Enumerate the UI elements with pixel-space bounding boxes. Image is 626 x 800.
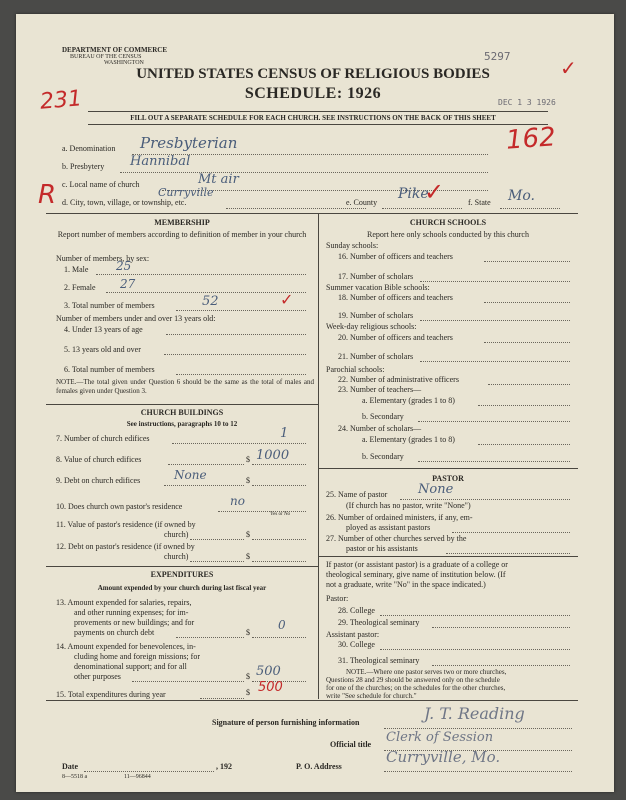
q10-owns-residence-value: no bbox=[230, 494, 245, 508]
presbytery-label: b. Presbytery bbox=[62, 162, 105, 171]
local-name-label: c. Local name of church bbox=[62, 180, 140, 189]
red-check-county: ✓ bbox=[424, 178, 445, 206]
q1-male-label: 1. Male bbox=[64, 265, 89, 274]
graduate-instruction-3: not a graduate, write "No" in the space indicated.) bbox=[326, 580, 486, 589]
q12-dollar-sign: $ bbox=[246, 552, 250, 561]
q4-under-13-label: 4. Under 13 years of age bbox=[64, 325, 143, 334]
q14-line-1: 14. Amount expended for benevolences, in- bbox=[56, 642, 196, 651]
date-label: Date bbox=[62, 762, 78, 771]
parochial-schools-label: Parochial schools: bbox=[326, 365, 385, 374]
buildings-subheading: See instructions, paragraphs 10 to 12 bbox=[126, 420, 238, 428]
expenditures-heading: EXPENDITURES bbox=[150, 570, 214, 579]
red-number-right: 162 bbox=[505, 122, 557, 156]
q23b-label: b. Secondary bbox=[362, 412, 404, 421]
pastor-note-1: NOTE.—Where one pastor serves two or more churches, bbox=[346, 668, 507, 676]
city-town-value: Curryville bbox=[158, 186, 214, 199]
q21-label: 21. Number of scholars bbox=[338, 352, 414, 361]
q31-seminary-label: 31. Theological seminary bbox=[338, 656, 420, 665]
graduate-instruction-1: If pastor (or assistant pastor) is a graduate of a college or bbox=[326, 560, 508, 569]
red-letter-r: R bbox=[38, 180, 57, 210]
q23-label: 23. Number of teachers— bbox=[338, 385, 422, 394]
q29-seminary-label: 29. Theological seminary bbox=[338, 618, 420, 627]
q15-total-value: 500 bbox=[258, 680, 283, 695]
q7-edifices-label: 7. Number of church edifices bbox=[56, 434, 150, 443]
members-by-sex-label: Number of members, by sex: bbox=[56, 254, 150, 263]
q8-value-amount: 1000 bbox=[256, 448, 290, 463]
q14-dollar-sign: $ bbox=[246, 672, 250, 681]
q30-college-label: 30. College bbox=[338, 640, 375, 649]
q18-label: 18. Number of officers and teachers bbox=[338, 293, 453, 302]
q19-label: 19. Number of scholars bbox=[338, 311, 414, 320]
q28-college-label: 28. College bbox=[338, 606, 375, 615]
schools-intro: Report here only schools conducted by this church bbox=[367, 230, 529, 239]
q25-pastor-name-label: 25. Name of pastor bbox=[326, 490, 388, 499]
q2-female-label: 2. Female bbox=[64, 283, 96, 292]
pastor-subheading: Pastor: bbox=[326, 594, 349, 603]
sunday-schools-label: Sunday schools: bbox=[326, 241, 379, 250]
q13-line-4: payments on church debt bbox=[74, 628, 155, 637]
q10-owns-residence-label: 10. Does church own pastor's residence bbox=[56, 502, 183, 511]
membership-note: NOTE.—The total given under Question 6 should be the same as the total of males and females given under Question 3. bbox=[56, 378, 314, 395]
vacation-schools-label: Summer vacation Bible schools: bbox=[326, 283, 430, 292]
city-label: WASHINGTON bbox=[104, 60, 144, 66]
q25-note: (If church has no pastor, write "None") bbox=[346, 501, 471, 510]
local-name-value: Mt air bbox=[198, 172, 239, 187]
q12-residence-debt-label: 12. Debt on pastor's residence (if owned by bbox=[56, 542, 195, 551]
q3-total-label: 3. Total number of members bbox=[64, 301, 155, 310]
presbytery-value: Hannibal bbox=[130, 154, 191, 169]
instruction-banner: FILL OUT A SEPARATE SCHEDULE FOR EACH CHURCH. SEE INSTRUCTIONS ON THE BACK OF THIS SHEET bbox=[130, 114, 496, 122]
q16-label: 16. Number of officers and teachers bbox=[338, 252, 453, 261]
q15-total-label: 15. Total expenditures during year bbox=[56, 690, 166, 699]
q11-dollar-sign: $ bbox=[246, 530, 250, 539]
q13-line-1: 13. Amount expended for salaries, repairs, bbox=[56, 598, 192, 607]
q12-church-label: church) bbox=[164, 552, 189, 561]
q6-total-label: 6. Total number of members bbox=[64, 365, 155, 374]
state-value: Mo. bbox=[508, 188, 535, 204]
date-stamp: DEC 1 3 1926 bbox=[498, 98, 556, 107]
official-title-value: Clerk of Session bbox=[386, 730, 494, 745]
q9-debt-value: None bbox=[174, 468, 207, 482]
schedule-title: SCHEDULE: 1926 bbox=[244, 85, 382, 102]
q14-line-4: other purposes bbox=[74, 672, 121, 681]
yes-no-caption: Yes or No bbox=[270, 512, 291, 517]
expenditures-subheading: Amount expended by your church during last fiscal year bbox=[97, 584, 267, 592]
pastor-note-4: write "See schedule for church." bbox=[326, 692, 417, 700]
q24a-label: a. Elementary (grades 1 to 8) bbox=[362, 435, 455, 444]
q24-label: 24. Number of scholars— bbox=[338, 424, 422, 433]
weekday-schools-label: Week-day religious schools: bbox=[326, 322, 417, 331]
q9-debt-label: 9. Debt on church edifices bbox=[56, 476, 141, 485]
q11-church-label: church) bbox=[164, 530, 189, 539]
q8-dollar-sign: $ bbox=[246, 455, 250, 464]
form-number: 8—5518 a bbox=[62, 774, 88, 780]
form-title: UNITED STATES CENSUS OF RELIGIOUS BODIES bbox=[136, 66, 490, 82]
q20-label: 20. Number of officers and teachers bbox=[338, 333, 453, 342]
red-number-left: 231 bbox=[38, 86, 84, 115]
serial-stamp: 5297 bbox=[484, 50, 511, 63]
po-address-value: Curryville, Mo. bbox=[386, 748, 501, 766]
q26-line-1: 26. Number of ordained ministers, if any, em- bbox=[326, 513, 473, 522]
buildings-heading: CHURCH BUILDINGS bbox=[140, 408, 224, 417]
membership-intro: Report number of members according to definition of member in your church bbox=[57, 230, 307, 239]
q22-label: 22. Number of administrative officers bbox=[338, 375, 459, 384]
q27-line-1: 27. Number of other churches served by the bbox=[326, 534, 467, 543]
q2-female-value: 27 bbox=[120, 277, 136, 291]
q5-13-and-over-label: 5. 13 years old and over bbox=[64, 345, 141, 354]
po-address-label: P. O. Address bbox=[296, 762, 342, 771]
q8-value-label: 8. Value of church edifices bbox=[56, 455, 142, 464]
bureau-label: BUREAU OF THE CENSUS bbox=[70, 54, 142, 60]
county-value: Pike bbox=[398, 186, 429, 202]
red-check-mark: ✓ bbox=[560, 56, 577, 80]
q13-line-2: and other running expenses; for im- bbox=[74, 608, 189, 617]
membership-heading: MEMBERSHIP bbox=[154, 218, 210, 227]
q14-amount-value: 500 bbox=[256, 664, 281, 679]
pastor-note-3: for one of the churches; on the schedules for the other churches, bbox=[326, 684, 506, 692]
print-number: 11—96844 bbox=[124, 774, 151, 780]
state-label: f. State bbox=[468, 198, 491, 207]
q13-line-3: provements or new buildings; and for bbox=[74, 618, 195, 627]
q3-total-value: 52 bbox=[202, 294, 219, 309]
date-year-suffix: , 192 bbox=[216, 762, 232, 771]
pastor-note-2: Questions 28 and 29 should be answered only on the schedule bbox=[326, 676, 500, 684]
county-label: e. County bbox=[346, 198, 378, 207]
city-town-label: d. City, town, village, or township, etc. bbox=[62, 198, 187, 207]
signature-label: Signature of person furnishing information bbox=[212, 718, 360, 727]
q26-line-2: ployed as assistant pastors bbox=[346, 523, 431, 532]
denomination-label: a. Denomination bbox=[62, 144, 116, 153]
q17-label: 17. Number of scholars bbox=[338, 272, 414, 281]
q14-line-3: denominational support; and for all bbox=[74, 662, 187, 671]
under-over-label: Number of members under and over 13 years old: bbox=[56, 314, 216, 323]
red-check-q3: ✓ bbox=[280, 290, 294, 309]
q23a-label: a. Elementary (grades 1 to 8) bbox=[362, 396, 455, 405]
schools-heading: CHURCH SCHOOLS bbox=[409, 218, 487, 227]
q25-pastor-name-value: None bbox=[418, 482, 454, 497]
department-label: DEPARTMENT OF COMMERCE bbox=[62, 46, 168, 54]
q7-edifices-value: 1 bbox=[280, 426, 289, 441]
q13-amount-value: 0 bbox=[278, 618, 286, 632]
official-title-label: Official title bbox=[330, 740, 372, 749]
q1-male-value: 25 bbox=[116, 259, 132, 273]
q9-dollar-sign: $ bbox=[246, 476, 250, 485]
q15-dollar-sign: $ bbox=[246, 688, 250, 697]
assistant-pastor-subheading: Assistant pastor: bbox=[326, 630, 380, 639]
q11-residence-value-label: 11. Value of pastor's residence (if owned by bbox=[56, 520, 196, 529]
q13-dollar-sign: $ bbox=[246, 628, 250, 637]
q24b-label: b. Secondary bbox=[362, 452, 404, 461]
signature-value: J. T. Reading bbox=[424, 704, 525, 723]
pastor-heading: PASTOR bbox=[432, 474, 464, 483]
q14-line-2: cluding home and foreign missions; for bbox=[74, 652, 200, 661]
graduate-instruction-2: theological seminary, give name of institution below. (If bbox=[326, 570, 506, 579]
q27-line-2: pastor or his assistants bbox=[346, 544, 418, 553]
denomination-value: Presbyterian bbox=[140, 134, 238, 152]
